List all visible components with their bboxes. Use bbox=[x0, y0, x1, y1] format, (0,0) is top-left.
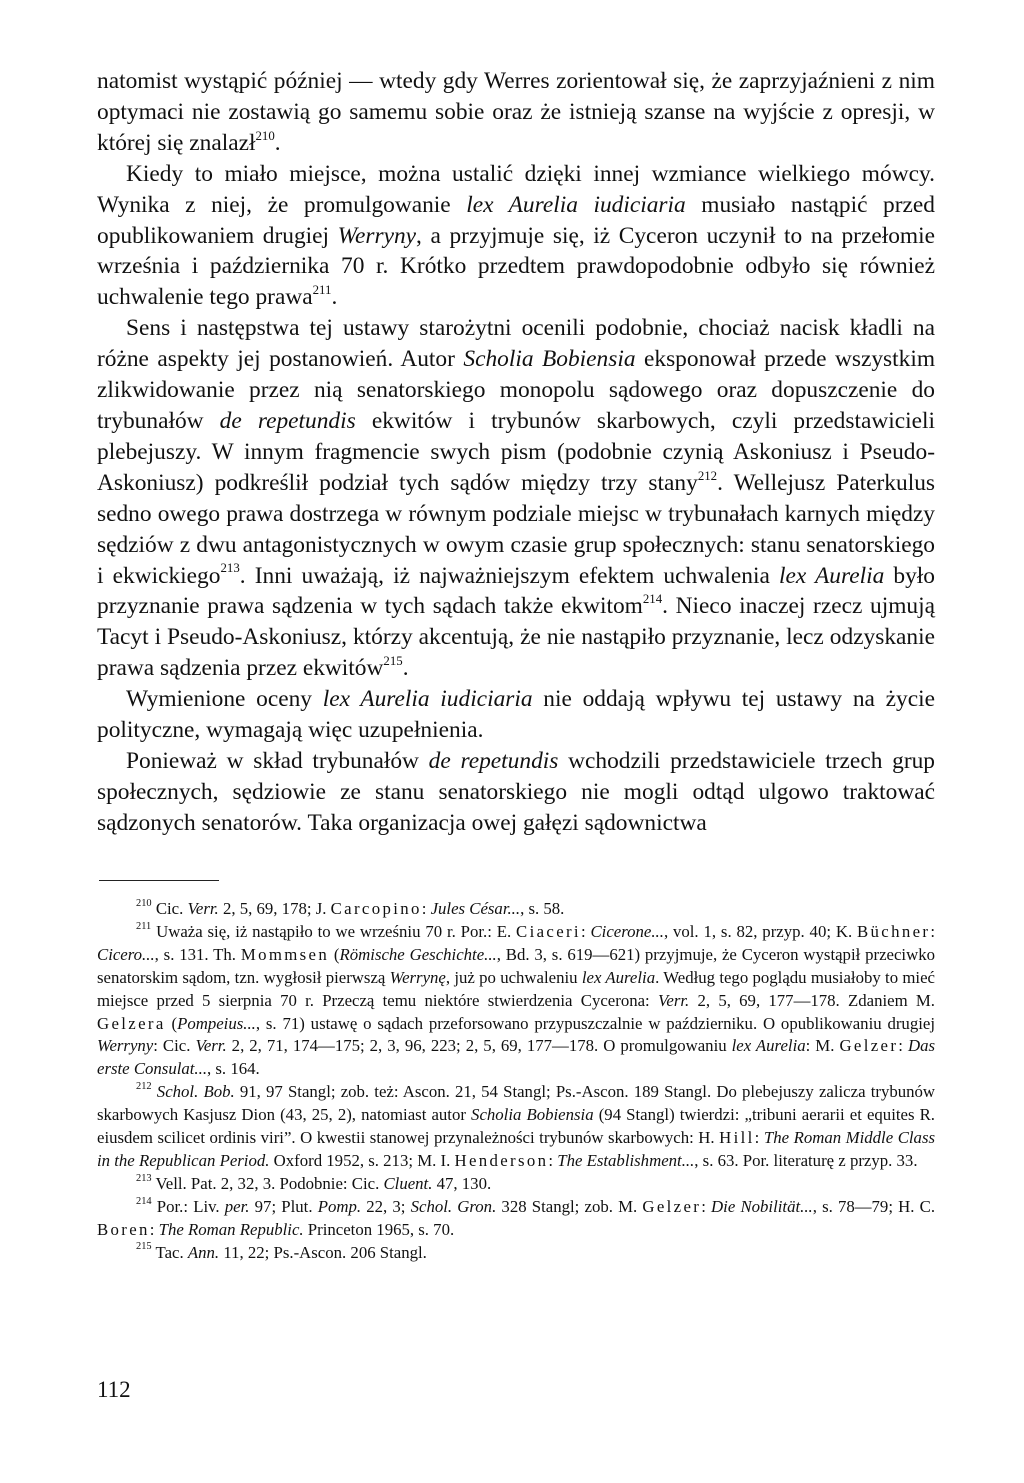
footnote-number: 212 bbox=[136, 1081, 152, 1093]
author-name: Gelzer bbox=[839, 1036, 899, 1056]
footnote-ref: 214 bbox=[642, 592, 663, 607]
body-paragraph bbox=[97, 684, 935, 746]
text-run: Tac. bbox=[155, 1242, 188, 1262]
italic-run: The Establishment... bbox=[557, 1150, 695, 1170]
text-run: : M. bbox=[805, 1036, 840, 1056]
text-run: natomist wystąpić później — wtedy gdy Werres zorientował się, że zaprzyjaźnieni z nim optymaci nie zostawią go samemu sobie oraz że istnieją szanse na wyjście z opresji, w której się znalazł bbox=[97, 68, 935, 156]
footnote-number: 211 bbox=[136, 920, 152, 932]
text-run: , s. 58. bbox=[520, 899, 565, 918]
footnote-number: 210 bbox=[136, 897, 152, 909]
text-run: eksponował przede wszystkim zlikwidowanie przez nią senatorskiego monopolu sądowego oraz dopuszczenie do trybunałów bbox=[97, 346, 936, 434]
body-paragraph bbox=[97, 66, 935, 159]
footnotes bbox=[97, 898, 935, 1265]
text-run: 22, 3; bbox=[361, 1196, 411, 1216]
italic-run: Schol. Bob. bbox=[156, 1082, 235, 1102]
main-text bbox=[97, 66, 935, 839]
text-run: Vell. Pat. 2, 32, 3. Podobnie: Cic. bbox=[155, 1173, 384, 1193]
text-run: . Inni uważają, iż najważniejszym efektem uchwalenia bbox=[239, 562, 780, 589]
italic-run: Cicerone... bbox=[590, 921, 664, 941]
text-run: było przyznanie prawa sądzenia w tych sądach także ekwitom bbox=[97, 562, 935, 620]
italic-run: Pomp. bbox=[317, 1196, 362, 1216]
italic-run: Verr. bbox=[187, 899, 219, 918]
italic-run: Römische Geschichte... bbox=[339, 944, 497, 964]
italic-run: Werryny bbox=[337, 222, 417, 249]
text-run: , Bd. 3, s. 619—621) przyjmuje, że Cyceron wystąpił przeciwko senatorskim sądom, tzn. wygłosił pierwszą bbox=[97, 944, 935, 987]
author-name: Henderson bbox=[454, 1150, 549, 1170]
footnote-separator bbox=[99, 880, 219, 881]
text-run: 11, 22; Ps.-Ascon. 206 Stangl. bbox=[219, 1242, 427, 1262]
body-text bbox=[97, 66, 935, 839]
footnote bbox=[97, 898, 935, 921]
italic-run: The Roman Republic. bbox=[158, 1219, 304, 1239]
italic-run: lex Aurelia iudiciaria bbox=[322, 686, 533, 713]
italic-run: per. bbox=[224, 1196, 250, 1216]
text-run: : bbox=[580, 921, 591, 941]
italic-run: lex Aurelia bbox=[731, 1036, 806, 1056]
text-run: Wymienione oceny bbox=[126, 686, 323, 713]
italic-run: Ann. bbox=[187, 1242, 220, 1262]
italic-run: de repetundis bbox=[428, 747, 559, 774]
author-name: Gelzer bbox=[642, 1196, 702, 1216]
italic-run: The Roman Middle Class in the Republican Period. bbox=[97, 1128, 936, 1170]
author-name: Büchner bbox=[857, 921, 931, 941]
footnote bbox=[97, 1242, 935, 1265]
body-paragraph bbox=[97, 159, 935, 314]
text-run: . Wellejusz Paterkulus sedno owego prawa dostrzega w równym podziale miejsc w trybunałach karnych między sędziów z dwu antagonistycznych w owym czasie grup społecznych: stanu senatorskiego i ekwickiego bbox=[97, 469, 935, 589]
text-run: Oxford 1952, s. 213; M. I. bbox=[269, 1150, 455, 1170]
author-name: Ciaceri bbox=[516, 921, 581, 941]
text-run: Ponieważ w skład trybunałów bbox=[126, 747, 429, 774]
text-run: Princeton 1965, s. 70. bbox=[303, 1219, 455, 1239]
text-run: ( bbox=[329, 944, 340, 964]
italic-run: Scholia Bobiensia bbox=[463, 346, 636, 373]
text-run: 91, 97 Stangl; zob. też: Ascon. 21, 54 Stangl; Ps.-Ascon. 189 Stangl. Do plebejuszy zalicza trybunów skarbowych Kasjusz Dion (43, 25, 2), natomiast autor bbox=[97, 1082, 936, 1125]
text-run: 328 Stangl; zob. M. bbox=[496, 1196, 643, 1216]
italic-run: Die Nobilität... bbox=[711, 1196, 813, 1216]
author-name: Mommsen bbox=[240, 944, 330, 964]
text-run: 2, 2, 71, 174—175; 2, 3, 96, 223; 2, 5, 69, 177—178. O promulgowaniu bbox=[226, 1036, 732, 1056]
text-run: (94 Stangl) twierdzi: „tribuni aerarii et equites R. eiusdem scilicet ordinis viri”. O kwestii stanowej przynależności trybunów skarbowych: H. bbox=[97, 1105, 935, 1148]
text-run: . Nieco inaczej rzecz ujmują Tacyt i Pseudo-Askoniusz, którzy akcentują, że nie nastąpiło przyznanie, lecz odzyskanie prawa sądzenia przez ekwitów bbox=[97, 593, 935, 682]
text-run: : bbox=[754, 1128, 764, 1148]
text-run: , s. 71) ustawę o sądach przeforsowano przypuszczalnie w październiku. O opublikowaniu drugiej bbox=[255, 1013, 935, 1033]
author-name: Boren bbox=[97, 1219, 150, 1239]
text-run: . bbox=[331, 284, 338, 311]
text-run: musiało nastąpić przed opublikowaniem drugiej bbox=[97, 191, 935, 249]
text-run: ( bbox=[165, 1013, 178, 1033]
italic-run: Werrynę bbox=[389, 967, 446, 987]
footnote-ref: 215 bbox=[383, 654, 403, 669]
text-run: : bbox=[701, 1196, 712, 1216]
italic-run: Verr. bbox=[195, 1036, 227, 1056]
text-run: 47, 130. bbox=[432, 1173, 492, 1193]
footnote-ref: 213 bbox=[220, 561, 240, 576]
text-run: 97; Plut. bbox=[249, 1196, 318, 1216]
text-run: , już po uchwaleniu bbox=[445, 967, 582, 987]
text-run: nie oddają wpływu tej ustawy na życie polityczne, wymagają więc uzupełnienia. bbox=[97, 686, 935, 744]
footnote-number: 214 bbox=[136, 1195, 152, 1207]
italic-run: lex Aurelia bbox=[581, 967, 656, 987]
text-run: , vol. 1, s. 82, przyp. 40; K. bbox=[663, 921, 857, 941]
text-run: Sens i następstwa tej ustawy starożytni ocenili podobnie, chociaż nacisk kładli na różne aspekty jej postanowień. Autor bbox=[97, 315, 935, 373]
italic-run: Werryny bbox=[97, 1036, 154, 1056]
text-run: . bbox=[402, 655, 409, 682]
text-run: wchodzili przedstawiciele trzech grup społecznych, sędziowie ze stanu senatorskiego nie mogli odtąd ulgowo traktować sądzonych senatorów. Taka organizacja owej gałęzi sądownictwa bbox=[97, 747, 936, 836]
italic-run: Scholia Bobiensia bbox=[471, 1105, 594, 1125]
text-run: , a przyjmuje się, iż Cyceron uczynił to na przełomie września i października 70 r. Krótko przedtem prawdopodobnie odbyło się również uchwalenie tego prawa bbox=[97, 222, 935, 311]
footnote-ref: 212 bbox=[697, 468, 718, 483]
body-paragraph bbox=[97, 746, 935, 839]
italic-run: Verr. bbox=[657, 990, 690, 1010]
italic-run: Das erste Consulat... bbox=[97, 1036, 935, 1079]
author-name: Carcopino bbox=[330, 899, 422, 918]
italic-run: Pompeius... bbox=[177, 1013, 256, 1033]
text-run: Cic. bbox=[155, 899, 188, 918]
text-run: , s. 63. Por. literaturę z przyp. 33. bbox=[694, 1150, 918, 1170]
footnote-number: 213 bbox=[136, 1172, 152, 1184]
text-run: : bbox=[930, 921, 935, 941]
footnote-ref: 210 bbox=[255, 128, 275, 143]
footnote-ref: 211 bbox=[312, 283, 332, 298]
text-run: Por.: Liv. bbox=[156, 1196, 225, 1216]
body-paragraph bbox=[97, 313, 935, 684]
footnote bbox=[97, 1196, 935, 1242]
italic-run: lex Aurelia iudiciaria bbox=[466, 191, 686, 218]
footnote bbox=[97, 1081, 935, 1173]
text-run: : bbox=[898, 1036, 908, 1056]
italic-run: Cluent. bbox=[383, 1173, 433, 1193]
author-name: Gelzera bbox=[97, 1013, 166, 1033]
text-run: Kiedy to miało miejsce, można ustalić dzięki innej wzmiance wielkiego mówcy. Wynika z niej, że promulgowanie bbox=[97, 160, 935, 218]
text-run: Uważa się, iż nastąpiło to we wrześniu 70 r. Por.: E. bbox=[156, 921, 517, 941]
footnote bbox=[97, 921, 935, 1081]
text-run: , s. 131. Th. bbox=[154, 944, 241, 964]
footnote bbox=[97, 1173, 935, 1196]
footnote-number: 215 bbox=[136, 1241, 152, 1253]
text-run: : bbox=[421, 899, 431, 918]
italic-run: Schol. Gron. bbox=[410, 1196, 497, 1216]
italic-run: Cicero... bbox=[97, 944, 155, 964]
italic-run: Jules César... bbox=[430, 899, 521, 918]
text-run: . Według tego poglądu musiałoby to mieć miejsce przed 5 sierpnia 70 r. Przeczą temu niektóre stwierdzenia Cycerona: bbox=[97, 967, 935, 1010]
text-run: 2, 5, 69, 178; J. bbox=[218, 899, 331, 918]
text-run: 2, 5, 69, 177—178. Zdaniem M. bbox=[689, 990, 936, 1010]
author-name: Hill bbox=[719, 1128, 755, 1148]
text-run: , s. 78—79; H. C. bbox=[812, 1196, 936, 1216]
text-run: . bbox=[274, 129, 281, 156]
text-run: : Cic. bbox=[153, 1036, 196, 1056]
text-run: : bbox=[149, 1219, 159, 1239]
page-number: 112 bbox=[97, 1377, 131, 1402]
text-run: ekwitów i trybunów skarbowych, czyli przedstawicieli plebejuszy. W innym fragmencie swych pism (podobnie czynią Askoniusz i Pseudo-Askoniusz) podkreślił podział tych sądów między trzy stany bbox=[97, 407, 936, 496]
italic-run: lex Aurelia bbox=[779, 562, 885, 589]
text-run: : bbox=[548, 1150, 558, 1170]
text-run: , s. 164. bbox=[207, 1059, 260, 1079]
italic-run: de repetundis bbox=[219, 407, 356, 434]
